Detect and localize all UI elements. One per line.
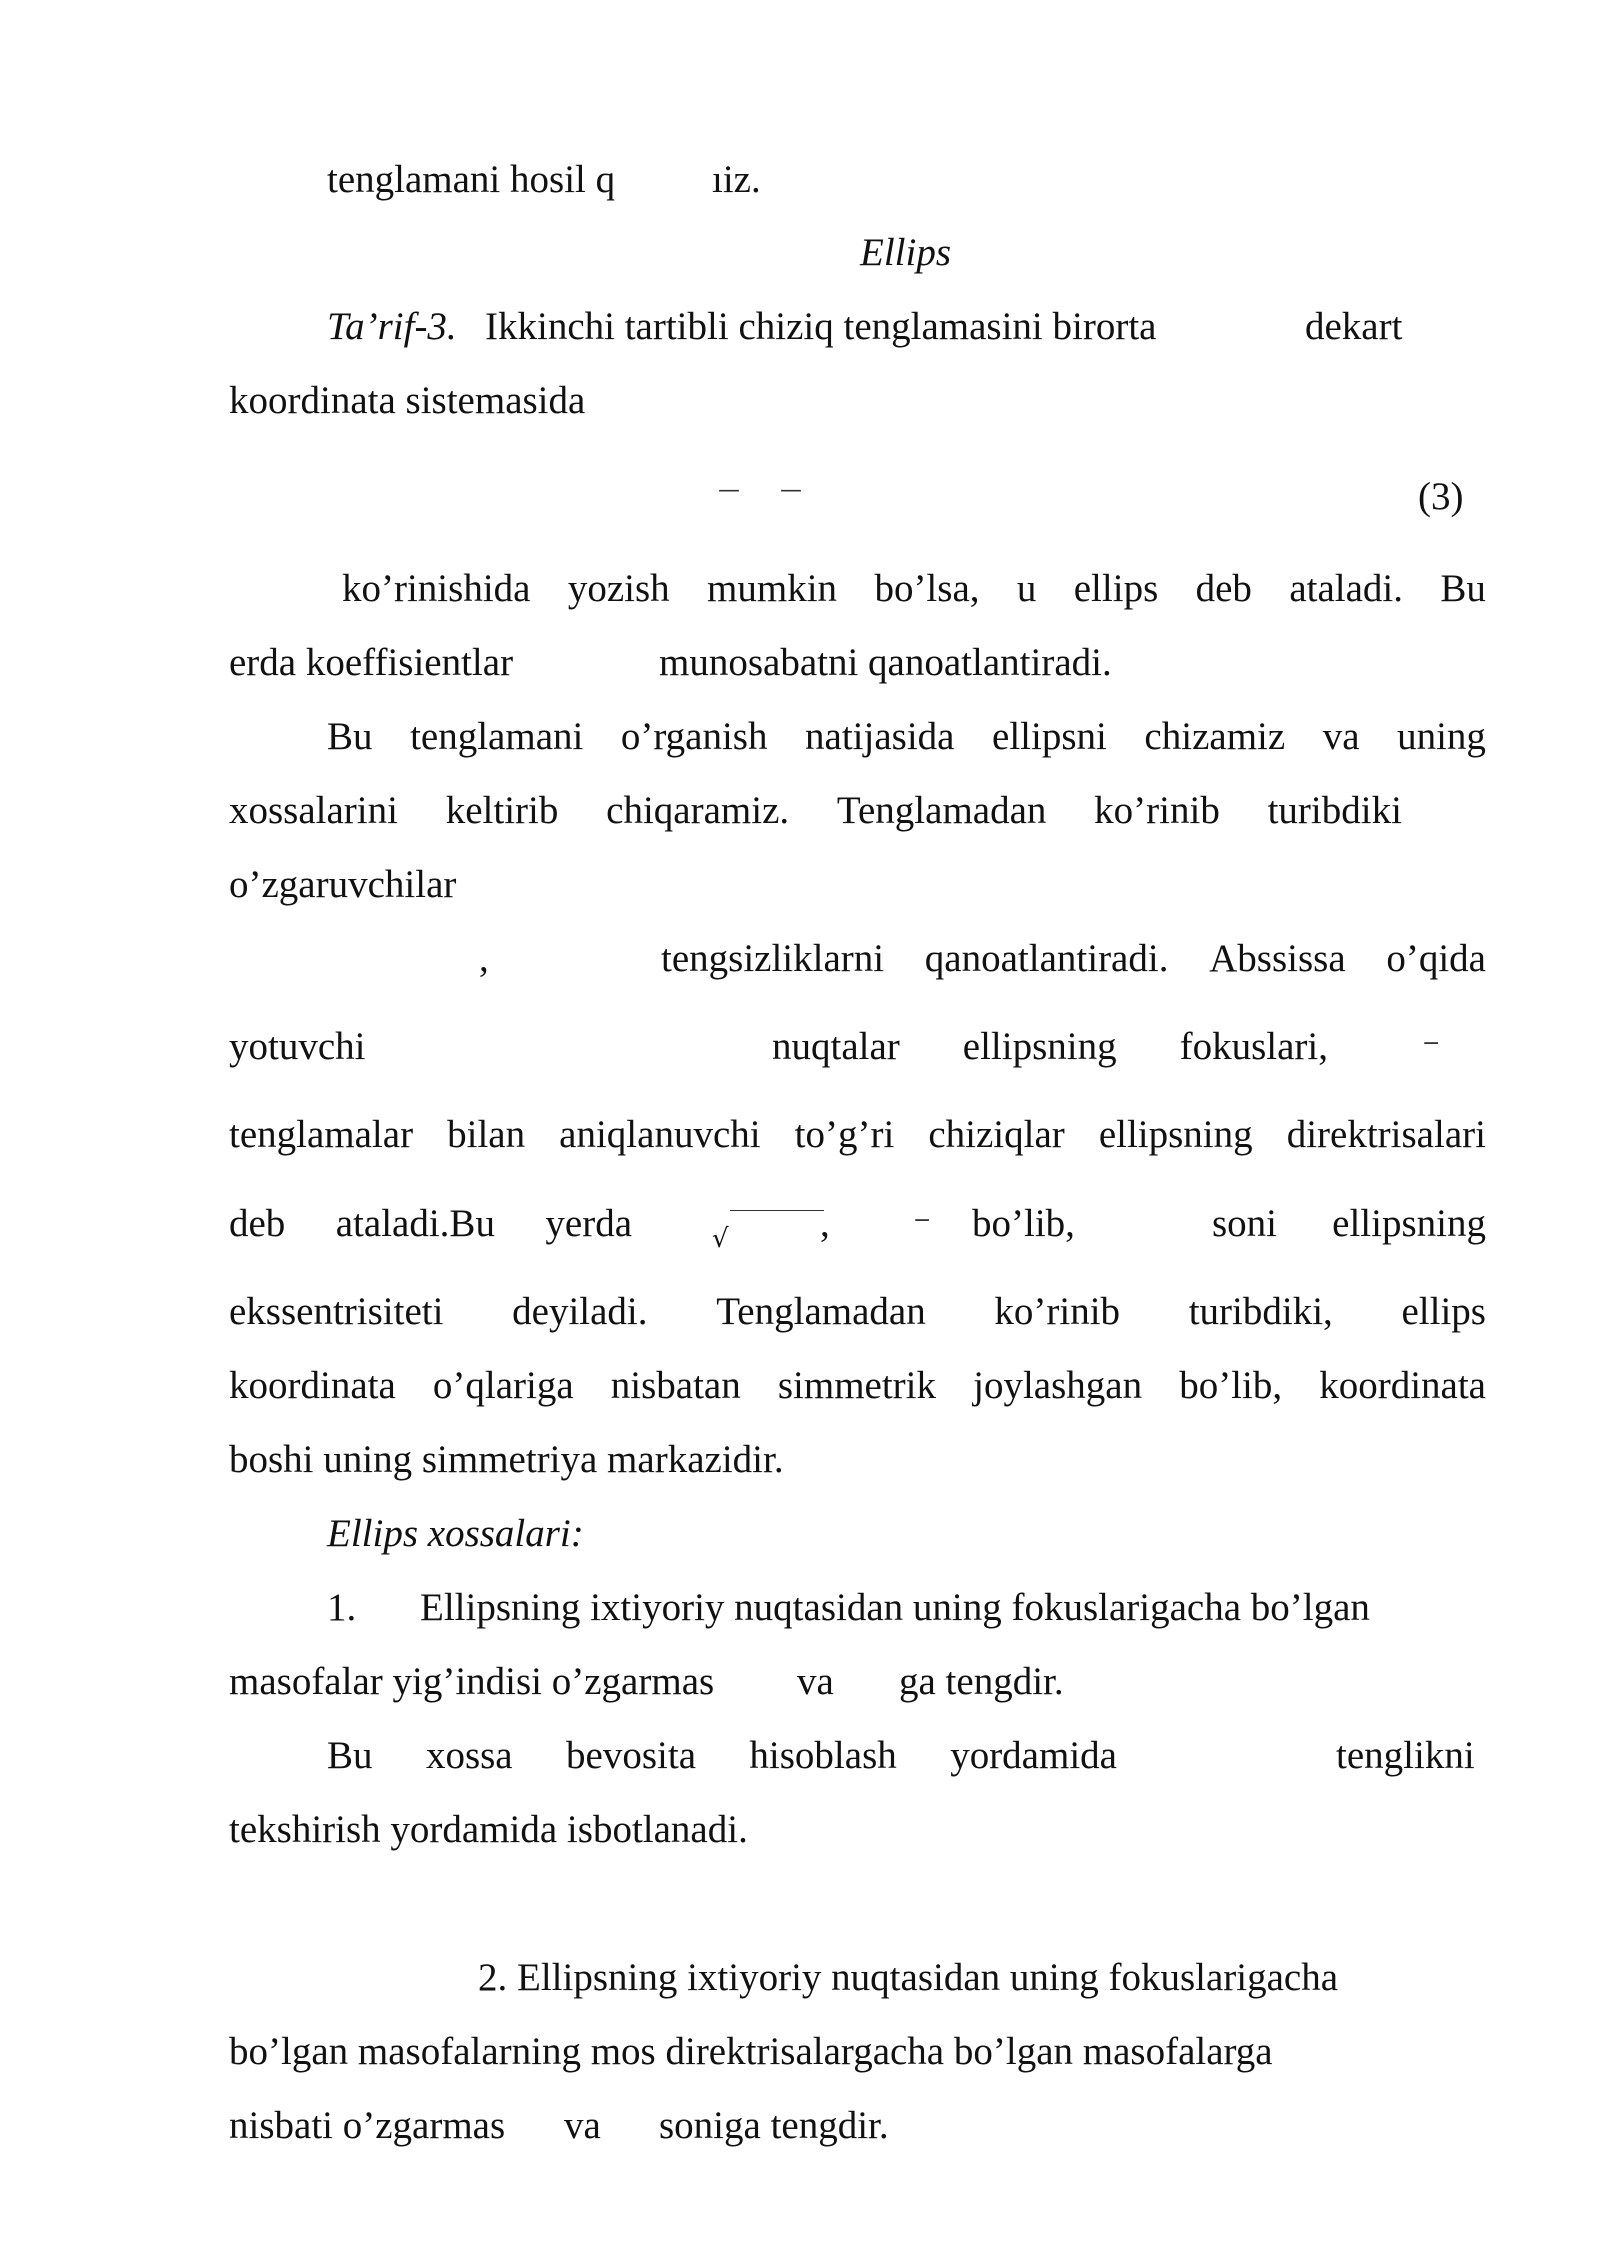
word: bilan: [447, 1113, 526, 1156]
word: ellipsning: [1332, 1202, 1486, 1245]
word: ko’rinishida: [342, 567, 531, 610]
word: qanoatlantiradi.: [924, 937, 1169, 980]
sqrt-sign: √: [712, 1224, 729, 1254]
justified-line: [327, 1736, 1117, 1775]
justified-line: [327, 717, 1486, 756]
text-line: o’zgaruvchilar: [229, 863, 457, 906]
word: ataladi.Bu: [335, 1202, 495, 1245]
word: tengsizliklarni: [661, 937, 885, 980]
text-fragment: dekart: [1305, 305, 1403, 348]
text-line: nisbati o’zgarmas: [229, 2104, 506, 2147]
justified-line: [229, 1204, 632, 1243]
minus-sign: −: [913, 1208, 932, 1233]
text-fragment: ,: [820, 1202, 830, 1245]
word: bevosita: [566, 1734, 696, 1777]
word: nuqtalar: [772, 1025, 900, 1068]
text-fragment: ,: [479, 937, 489, 980]
text-line: munosabatni qanoatlantiradi.: [659, 641, 1112, 684]
word: ataladi.: [1289, 567, 1403, 610]
text-line: bo’lgan masofalarning mos direktrisalargacha bo’lgan masofalarga: [229, 2030, 1273, 2073]
text-fragment: soniga tengdir.: [659, 2104, 889, 2147]
word: tenglamani: [410, 715, 584, 758]
word: ellipsning: [1098, 1113, 1253, 1156]
word: simmetrik: [777, 1364, 936, 1407]
text-fragment: bo’lib,: [972, 1202, 1075, 1245]
text-fragment: ga tengdir.: [899, 1660, 1064, 1703]
list-number: 1.: [327, 1586, 357, 1629]
word: fokuslari,: [1179, 1025, 1328, 1068]
list-item-text: 2. Ellipsning ixtiyoriy nuqtasidan uning fokuslarigacha: [478, 1956, 1339, 1999]
word: bo’lib,: [1179, 1364, 1283, 1407]
word: xossa: [425, 1734, 513, 1777]
word: deb: [229, 1202, 286, 1245]
word: Tenglamadan: [836, 789, 1047, 832]
word: Abssissa: [1209, 937, 1346, 980]
text-fragment: va: [564, 2104, 601, 2147]
sqrt-bar: [730, 1210, 824, 1211]
fraction-bar: —: [718, 478, 740, 503]
word: turibdiki,: [1188, 1290, 1333, 1333]
word: u: [1016, 567, 1037, 610]
word: deb: [1195, 567, 1252, 610]
word: soni: [1212, 1202, 1278, 1245]
justified-line: [661, 939, 1486, 978]
definition-label: Ta’rif-3.: [327, 305, 457, 348]
word: Bu: [327, 715, 373, 758]
word: hisoblash: [749, 1734, 897, 1777]
justified-line: [772, 1027, 1328, 1066]
justified-line: [229, 1115, 1486, 1154]
word: ekssentrisiteti: [229, 1290, 444, 1333]
text-line: boshi uning simmetriya markazidir.: [229, 1438, 784, 1481]
word: deyiladi.: [512, 1290, 648, 1333]
word: yerda: [545, 1202, 632, 1245]
justified-line: [342, 569, 1486, 608]
word: koordinata: [1319, 1364, 1486, 1407]
word: ko’rinib: [994, 1290, 1121, 1333]
word: koordinata: [229, 1364, 396, 1407]
word: o’qida: [1386, 937, 1486, 980]
section-heading: Ellips: [860, 231, 952, 274]
text-line: tenglamani hosil q: [327, 158, 616, 201]
word: chiqaramiz.: [606, 789, 790, 832]
word: to’g’ri: [794, 1113, 895, 1156]
word: ellipsning: [962, 1025, 1117, 1068]
word: tenglamalar: [229, 1113, 414, 1156]
word: Tenglamadan: [716, 1290, 926, 1333]
text-fragment: tenglikni: [1336, 1734, 1475, 1777]
fraction-bar: —: [780, 478, 802, 503]
subsection-heading: Ellips xossalari:: [327, 1512, 584, 1555]
word: ellipsni: [992, 715, 1107, 758]
text-fragment: yotuvchi: [229, 1025, 366, 1068]
word: direktrisalari: [1286, 1113, 1486, 1156]
justified-line: [1212, 1204, 1486, 1243]
text-line: erda koeffisientlar: [229, 641, 514, 684]
text-fragment: ıiz.: [712, 158, 761, 201]
text-line: tekshirish yordamida isbotlanadi.: [229, 1808, 748, 1851]
square-root: [712, 1212, 729, 1257]
word: turibdiki: [1267, 789, 1402, 832]
word: o’rganish: [620, 715, 768, 758]
word: uning: [1397, 715, 1486, 758]
word: ellips: [1401, 1290, 1486, 1333]
word: nisbatan: [610, 1364, 741, 1407]
word: va: [1322, 715, 1360, 758]
text-fragment: va: [797, 1660, 834, 1703]
word: Bu: [1440, 567, 1486, 610]
word: Bu: [327, 1734, 373, 1777]
text-line: Ikkinchi tartibli chiziq tenglamasini birorta: [485, 305, 1157, 348]
word: chizamiz: [1144, 715, 1286, 758]
text-line: koordinata sistemasida: [229, 379, 586, 422]
word: yozish: [567, 567, 670, 610]
justified-line: [229, 1292, 1486, 1331]
minus-sign: −: [1422, 1031, 1441, 1056]
word: xossalarini: [229, 789, 398, 832]
word: keltirib: [445, 789, 559, 832]
word: o’qlariga: [432, 1364, 574, 1407]
justified-line: [229, 1366, 1486, 1405]
word: mumkin: [707, 567, 838, 610]
word: joylashgan: [973, 1364, 1143, 1407]
word: natijasida: [805, 715, 955, 758]
justified-line: [229, 791, 1402, 830]
word: bo’lsa,: [874, 567, 980, 610]
text-line: masofalar yig’indisi o’zgarmas: [229, 1660, 715, 1703]
word: aniqlanuvchi: [559, 1113, 761, 1156]
word: ellips: [1073, 567, 1159, 610]
list-item-text: Ellipsning ixtiyoriy nuqtasidan uning fokuslarigacha bo’lgan: [420, 1586, 1370, 1629]
word: ko’rinib: [1094, 789, 1220, 832]
word: chiziqlar: [928, 1113, 1065, 1156]
word: yordamida: [950, 1734, 1117, 1777]
equation-number: (3): [1418, 475, 1464, 518]
